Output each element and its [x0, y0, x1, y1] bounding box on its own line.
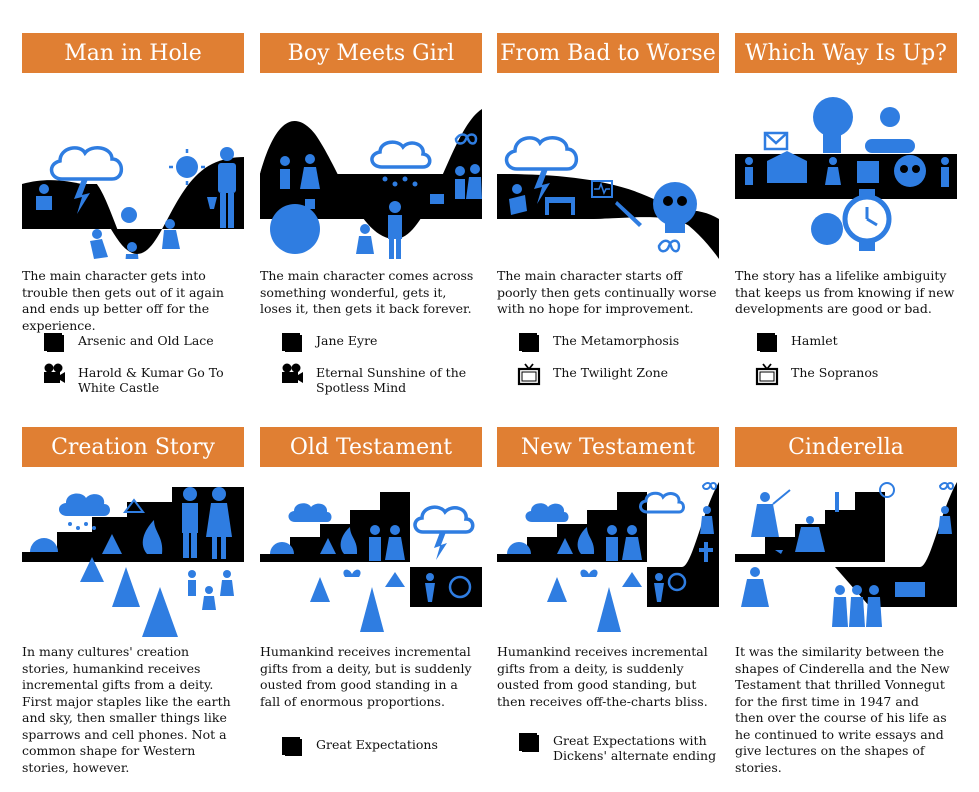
- example-title: Eternal Sunshine of the Spotless Mind: [316, 365, 467, 395]
- movie-camera-icon: [280, 362, 304, 386]
- card-which-way-is-up: [735, 33, 957, 380]
- card-title: Which Way Is Up?: [735, 33, 957, 73]
- card-creation-story: [22, 427, 244, 775]
- story-shape-boy-meets-girl: [260, 89, 482, 259]
- card-description: Humankind receives incremental gifts from a deity, is suddenly ousted from good standing, but then receives off-the-charts bliss.: [497, 644, 708, 709]
- card-description: The main character gets into trouble then gets out of it again and ends up better off for the experience.: [22, 268, 224, 333]
- story-shape-which-way-is-up: [735, 89, 957, 259]
- tv-icon: [517, 362, 541, 386]
- card-new-testament: [497, 427, 719, 763]
- example-title: The Twilight Zone: [553, 365, 669, 380]
- example-title: Hamlet: [791, 333, 838, 348]
- story-shape-old-testament: [260, 482, 482, 652]
- card-from-bad-to-worse: [497, 33, 719, 380]
- story-shape-from-bad-to-worse: [497, 89, 719, 259]
- example-item: [517, 362, 722, 386]
- example-item: [42, 362, 247, 395]
- example-title: Great Expectations: [316, 737, 438, 752]
- example-item: [517, 330, 722, 354]
- card-title: Old Testament: [260, 427, 482, 467]
- book-icon: [42, 330, 66, 354]
- example-item: [42, 330, 247, 354]
- example-item: [280, 362, 485, 395]
- example-title: The Metamorphosis: [553, 333, 680, 348]
- story-shape-new-testament: [497, 482, 719, 652]
- book-icon: [280, 330, 304, 354]
- story-shape-cinderella: [735, 482, 957, 652]
- book-icon: [280, 734, 304, 758]
- card-man-in-hole: [22, 33, 244, 395]
- card-title: Boy Meets Girl: [260, 33, 482, 73]
- book-icon: [517, 330, 541, 354]
- story-shape-man-in-hole: [22, 89, 244, 259]
- card-description: It was the similarity between the shapes of Cinderella and the New Testament that thrilled Vonnegut for the first time in 1947 and then over the course of his life as he continued to write essays and give lectures on the shapes of stories.: [735, 644, 950, 775]
- book-icon: [517, 730, 541, 754]
- example-title: Jane Eyre: [316, 333, 378, 348]
- card-title: Cinderella: [735, 427, 957, 467]
- book-icon: [755, 330, 779, 354]
- card-title: Man in Hole: [22, 33, 244, 73]
- card-description: The main character comes across something wonderful, gets it, loses it, then gets it back forever.: [260, 268, 474, 316]
- card-boy-meets-girl: [260, 33, 482, 395]
- example-item: [517, 730, 722, 763]
- example-title: Harold & Kumar Go To White Castle: [78, 365, 224, 395]
- example-title: Great Expectations with Dickens' alternate ending: [553, 733, 717, 763]
- card-description: The story has a lifelike ambiguity that keeps us from knowing if new developments are good or bad.: [735, 268, 955, 316]
- card-old-testament: [260, 427, 482, 752]
- card-cinderella: [735, 427, 957, 775]
- story-shape-creation-story: [22, 482, 244, 652]
- example-title: The Sopranos: [791, 365, 879, 380]
- example-item: [755, 330, 960, 354]
- card-title: New Testament: [497, 427, 719, 467]
- card-description: The main character starts off poorly then gets continually worse with no hope for improvement.: [497, 268, 717, 316]
- card-title: Creation Story: [22, 427, 244, 467]
- example-item: [280, 734, 485, 758]
- card-title: From Bad to Worse: [497, 33, 719, 73]
- example-title: Arsenic and Old Lace: [78, 333, 214, 348]
- example-item: [280, 330, 485, 354]
- tv-icon: [755, 362, 779, 386]
- example-item: [755, 362, 960, 386]
- card-description: In many cultures' creation stories, humankind receives incremental gifts from a deity. First major staples like the earth and sky, then smaller things like sparrows and cell phones. Not a common shape for Western stories, however.: [22, 644, 231, 775]
- movie-camera-icon: [42, 362, 66, 386]
- card-description: Humankind receives incremental gifts from a deity, but is suddenly ousted from good standing in a fall of enormous proportions.: [260, 644, 472, 709]
